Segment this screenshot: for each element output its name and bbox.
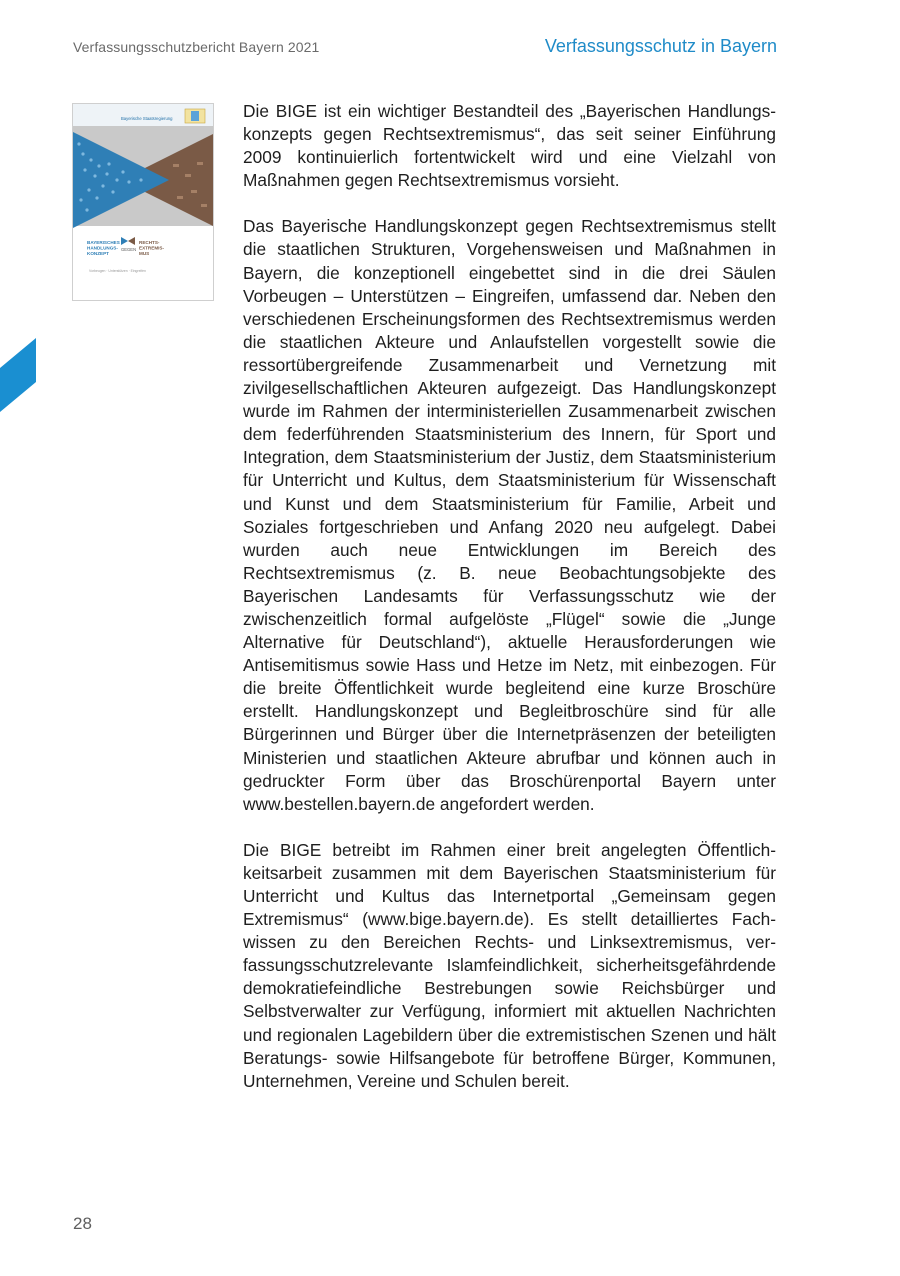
cover-title-left-3: KONZEPT (87, 250, 109, 256)
paragraph-internetportal: Die BIGE betreibt im Rahmen einer breit angelegten Öffentlichkeitsarbeit zusammen mit dem Bayerischen Staatsministerium für Unterricht und Kultus das Internetportal „Gemeinsam gegen Extremismus“ (www.bige.bayern.de). Es stellt detailliertes Fachwissen zu den Bereichen Rechts- und Linksextremismus, verfassungsschutzrelevante Islamfeindlichkeit, sicherheitsgefährdende demokratiefeindliche Bestrebungen sowie Reichsbürger und Selbstverwalter zur Verfügung, informiert mit aktuellen Nachrichten und regionalen Lagebildern über die extremistischen Szenen und hält Beratungs- sowie Hilfsangebote für betroffene Bürger, Kommunen, Unternehmen, Vereine und Schulen bereit. (243, 839, 776, 1091)
main-body-text (243, 100, 776, 1116)
running-header-section-title: Verfassungsschutz in Bayern (544, 36, 777, 56)
cover-pillars-line: Vorbeugen · Unterstützen · Eingreifen (89, 269, 146, 273)
cover-title-right-3: MUS (139, 250, 150, 256)
paragraph-handlungskonzept: Das Bayerische Handlungskonzept gegen Rechtsextremismus stellt die staatlichen Strukturen, Vorgehensweisen und Maßnahmen in Bayern, die konzeptionell eingebettet sind in die drei Säulen Vorbeugen – Unterstützen – Eingreifen, umfassend dar. Neben den verschiedenen Erscheinungsformen des Rechtsextremismus werden die staatlichen Akteure und Anlaufstellen vorgestellt sowie die ressortübergreifende Zusammenarbeit und Vernetzung mit zivilgesellschaftlichen Akteuren aufgezeigt. Das Handlungskonzept wurde im Rahmen der interministeriellen Zusammenarbeit zwischen dem federführenden Staatsministerium des Innern, für Sport und Integration, dem Staatsministerium der Justiz, dem Staatsministerium für Unterricht und Kultus, dem Staatsministerium für Wissenschaft und Kunst und dem Staatsministerium für Familie, Arbeit und Soziales fortgeschrieben und Anfang 2020 neu aufgelegt. Dabei wurden auch neue Entwicklungen im Bereich des Rechtsextremismus (z. B. neue Beobachtungsobjekte des Bayerischen Landesamts für Verfassungsschutz wie der zwischenzeitlich formal aufgelöste „Flügel“ sowie die „Junge Alternative für Deutschland“), aktuelle Herausforderungen wie Antisemitismus sowie Hass und Hetze im Netz, mit einbezogen. Für die breite Öffentlichkeit wurde begleitend eine kurze Broschüre erstellt. Handlungskonzept und Begleitbroschüre sind für alle Bürgerinnen und Bürger über die Internetpräsenzen der beteiligten Ministerien und staatlichen Akteure abrufbar und können auch in gedruckter Form über das Broschürenportal Bayern unter www.bestellen.bayern.de angefordert werden. (243, 216, 776, 814)
cover-title-right-1: RECHTS- (139, 240, 160, 245)
cover-title-left-1: BAYERISCHES (87, 240, 120, 245)
cover-title-middle: GEGEN (121, 247, 137, 252)
cover-title-right-2: EXTREMIS- (139, 245, 165, 251)
bavarian-coat-of-arms-icon (185, 109, 205, 123)
chapter-tab-marker (0, 338, 36, 412)
paragraph-bige-intro: Die BIGE ist ein wichtiger Bestandteil des „Bayerischen Handlungskonzepts gegen Rechtsextremismus“, das seit seiner Einführung 2009 kontinuierlich fortentwickelt wird und eine Vielzahl von Maßnahmen gegen Rechtsextremismus vorsieht. (243, 101, 776, 191)
page-number: 28 (73, 1214, 92, 1233)
brochure-cover-image (72, 103, 214, 301)
cover-publisher-line: Bayerische Staatsregierung (121, 116, 173, 121)
running-header-report-title: Verfassungsschutzbericht Bayern 2021 (73, 39, 320, 55)
cover-title-left-2: HANDLUNGS- (87, 245, 118, 251)
